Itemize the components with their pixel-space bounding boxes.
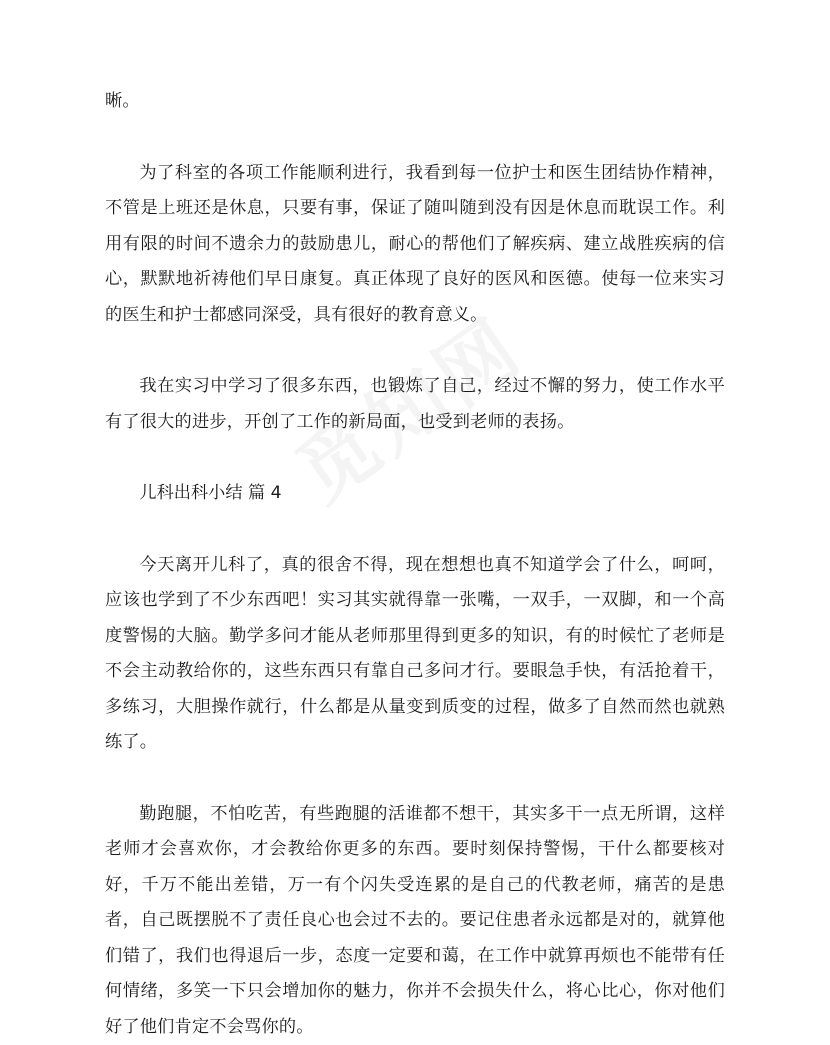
paragraph-gap xyxy=(105,440,725,476)
paragraph: 我在实习中学习了很多东西，也锻炼了自己，经过不懈的努力，使工作水平有了很大的进步，开创了工作的新局面，也受到老师的表扬。 xyxy=(105,369,725,440)
paragraph-gap xyxy=(105,761,725,797)
paragraph-gap xyxy=(105,512,725,548)
section-heading: 儿科出科小结 篇 4 xyxy=(105,476,725,512)
paragraph-gap xyxy=(105,333,725,369)
paragraph: 勤跑腿，不怕吃苦，有些跑腿的活谁都不想干，其实多干一点无所谓，这样老师才会喜欢你，才会教给你更多的东西。要时刻保持警惕，干什么都要核对好，千万不能出差错，万一有个闪失受连累的是自己的代教老师，痛苦的是患者，自己既摆脱不了责任良心也会过不去的。要记住患者永远都是对的，就算他们错了，我们也得退后一步，态度一定要和蔼，在工作中就算再烦也不能带有任何情绪，多笑一下只会增加你的魅力，你并不会损失什么，将心比心，你对他们好了他们肯定不会骂你的。 xyxy=(105,797,725,1045)
paragraph-gap xyxy=(105,120,725,156)
paragraph: 今天离开儿科了，真的很舍不得，现在想想也真不知道学会了什么，呵呵，应该也学到了不少东西吧！实习其实就得靠一张嘴，一双手，一双脚，和一个高度警惕的大脑。勤学多问才能从老师那里得到更多的知识，有的时候忙了老师是不会主动教给你的，这些东西只有靠自己多问才行。要眼急手快，有活抢着干，多练习，大胆操作就行，什么都是从量变到质变的过程，做多了自然而然也就熟练了。 xyxy=(105,548,725,761)
paragraph: 为了科室的各项工作能顺利进行，我看到每一位护士和医生团结协作精神，不管是上班还是休息，只要有事，保证了随叫随到没有因是休息而耽误工作。利用有限的时间不遗余力的鼓励患儿，耐心的帮他们了解疾病、建立战胜疾病的信心，默默地祈祷他们早日康复。真正体现了良好的医风和医德。使每一位来实习的医生和护士都感同深受，具有很好的教育意义。 xyxy=(105,156,725,334)
document-body xyxy=(105,84,725,1045)
paragraph-continuation: 晰。 xyxy=(105,84,725,120)
